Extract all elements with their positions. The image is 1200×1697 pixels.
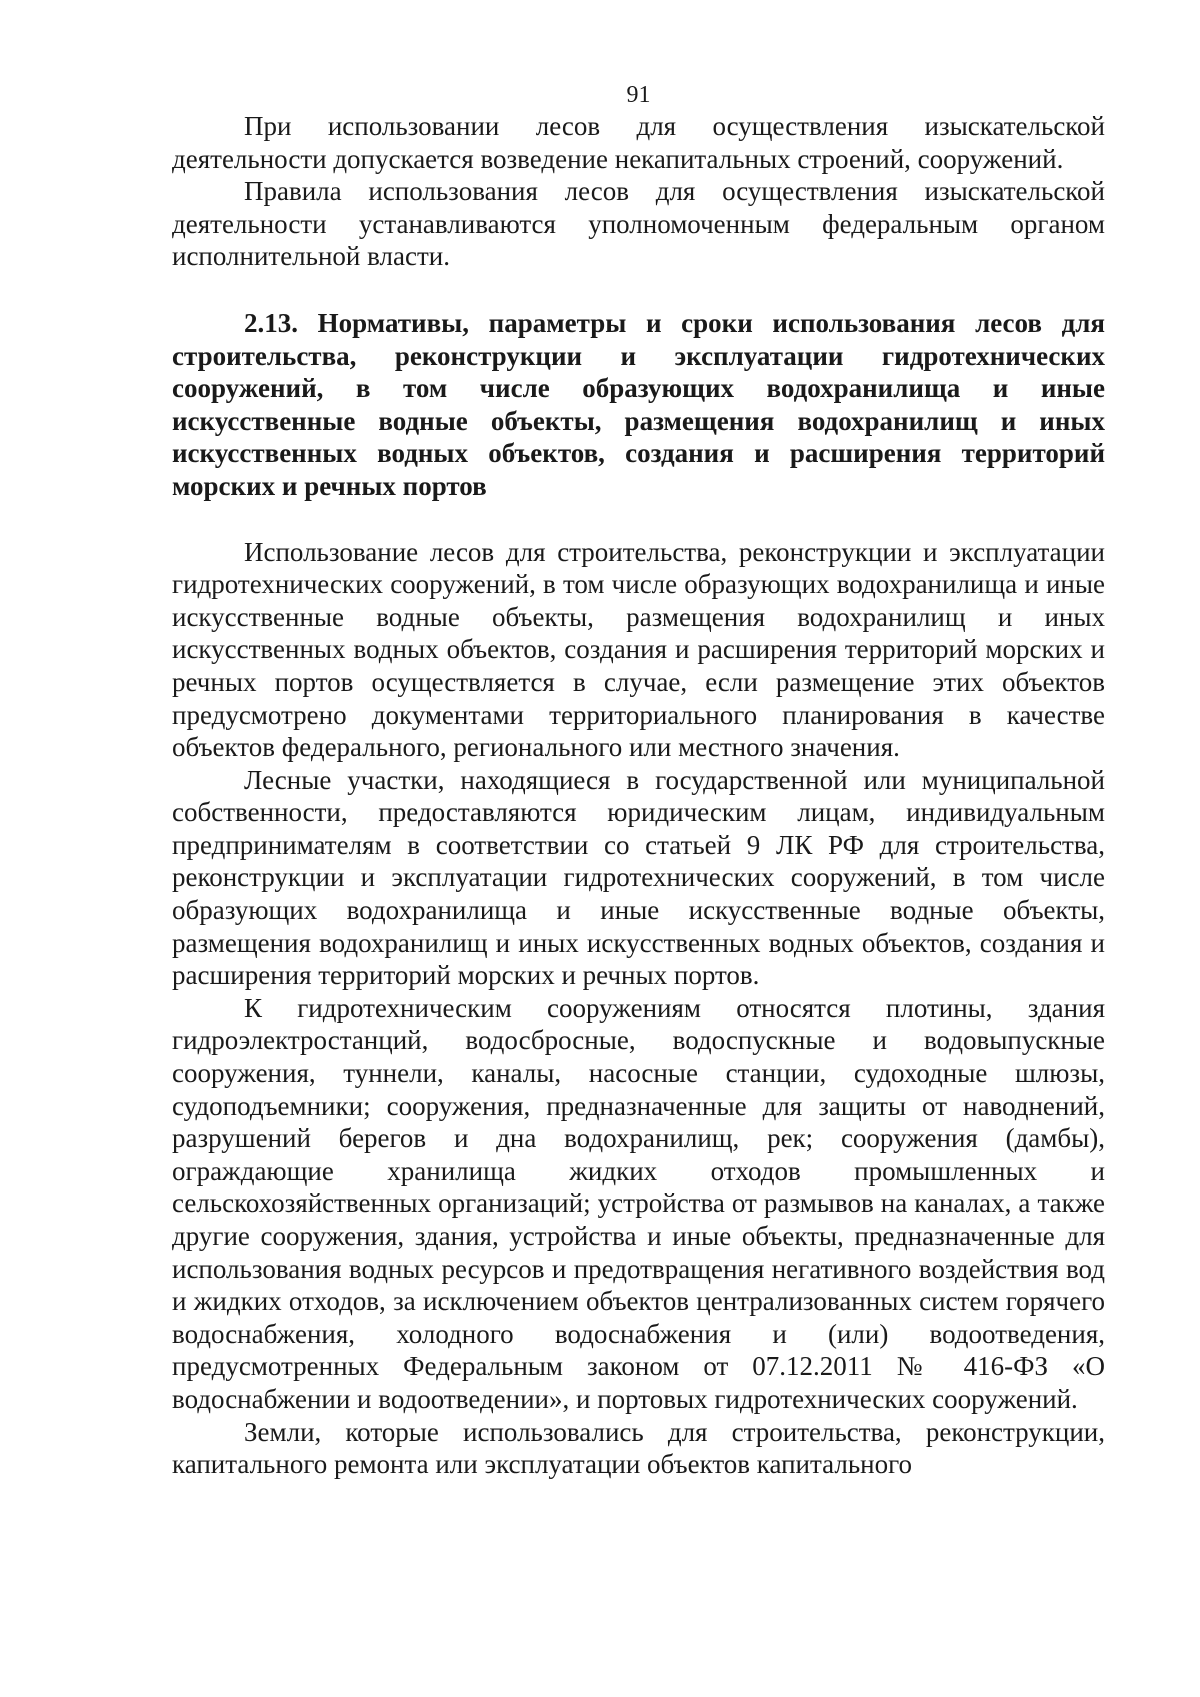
page-number: 91: [626, 82, 651, 108]
section-heading: 2.13. Нормативы, параметры и сроки использования лесов для строительства, реконструкции и эксплуатации гидротехнических сооружений, в том числе образующих водохранилища и иные искусственные водные объекты, размещения водохранилищ и иных искусственных водных объектов, создания и расширения территорий морских и речных портов: [172, 307, 1105, 501]
document-page: [172, 80, 1105, 1481]
paragraph-surveying-rules: Правила использования лесов для осуществления изыскательской деятельности устанавливаются уполномоченным федеральным органом исполнительной власти.: [172, 176, 1105, 272]
paragraph-lands-used: Земли, которые использовались для строительства, реконструкции, капитального ремонта или эксплуатации объектов капитального: [172, 1416, 1105, 1480]
paragraph-forest-use-conditions: Использование лесов для строительства, реконструкции и эксплуатации гидротехнических сооружений, в том числе образующих водохранилища и иные искусственные водные объекты, размещения водохранилищ и иных искусственных водных объектов, создания и расширения территорий морских и речных портов осуществляется в случае, если размещение этих объектов предусмотрено документами территориального планирования в качестве объектов федерального, регионального или местного значения.: [172, 536, 1105, 763]
paragraph-surveying-structures: При использовании лесов для осуществления изыскательской деятельности допускается возведение некапитальных строений, сооружений.: [172, 111, 1105, 174]
paragraph-hydraulic-structures-definition: К гидротехническим сооружениям относятся плотины, здания гидроэлектростанций, водосбросные, водоспускные и водовыпускные сооружения, туннели, каналы, насосные станции, судоходные шлюзы, судоподъемники; сооружения, предназначенные для защиты от наводнений, разрушений берегов и дна водохранилищ, рек; сооружения (дамбы), ограждающие хранилища жидких отходов промышленных и сельскохозяйственных организаций; устройства от размывов на каналах, а также другие сооружения, здания, устройства и иные объекты, предназначенные для использования водных ресурсов и предотвращения негативного воздействия вод и жидких отходов, за исключением объектов централизованных систем горячего водоснабжения, холодного водоснабжения и (или) водоотведения, предусмотренных Федеральным законом от 07.12.2011 № 416-ФЗ «О водоснабжении и водоотведении», и портовых гидротехнических сооружений.: [172, 992, 1105, 1414]
paragraph-forest-plots-provision: Лесные участки, находящиеся в государственной или муниципальной собственности, предоставляются юридическим лицам, индивидуальным предпринимателям в соответствии со статьей 9 ЛК РФ для строительства, реконструкции и эксплуатации гидротехнических сооружений, в том числе образующих водохранилища и иные искусственные водные объекты, размещения водохранилищ и иных искусственных водных объектов, создания и расширения территорий морских и речных портов.: [172, 764, 1105, 991]
